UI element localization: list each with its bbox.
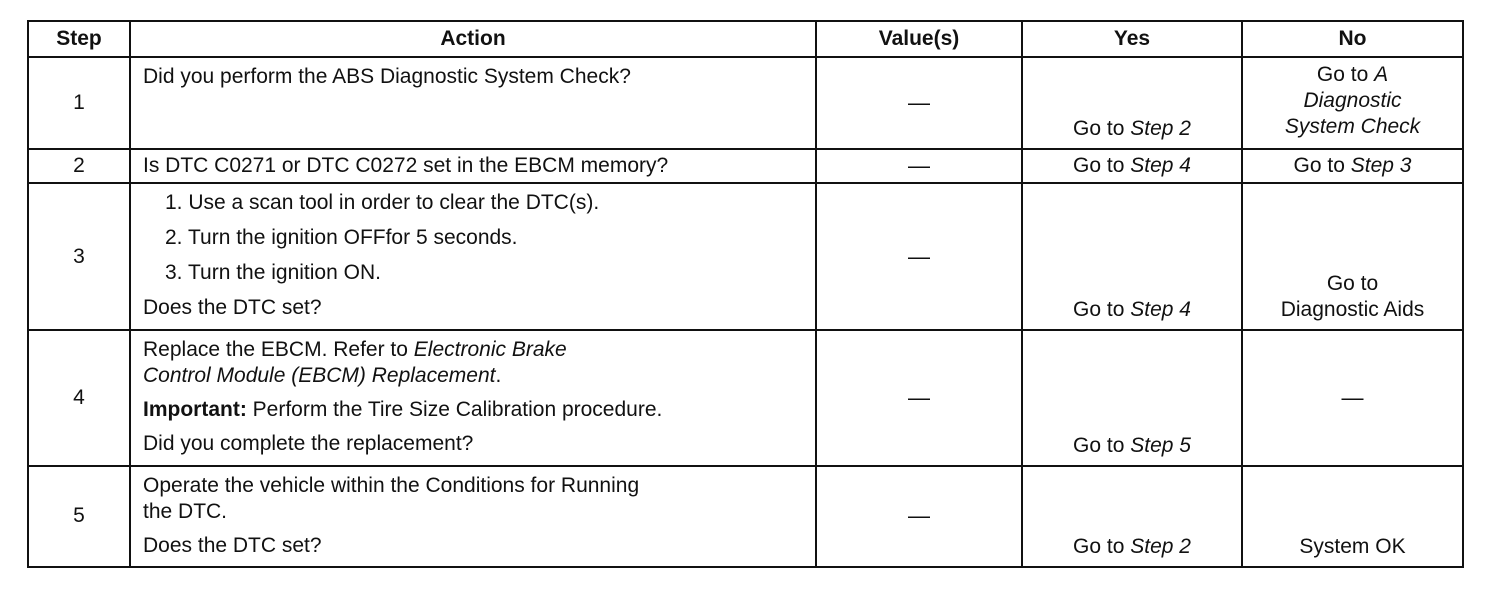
action-text: Did you perform the ABS Diagnostic System Check? — [130, 57, 816, 149]
important-label: Important: — [143, 398, 247, 422]
action-ref-line1: Electronic Brake — [413, 338, 567, 362]
yes-prefix: Go to — [1073, 298, 1131, 322]
yes-cell — [1022, 183, 1242, 330]
step-number: 5 — [28, 466, 130, 567]
header-values: Value(s) — [816, 21, 1022, 57]
yes-cell — [1022, 149, 1242, 183]
no-cell: — — [1242, 330, 1463, 466]
action-cell — [130, 466, 816, 567]
yes-cell — [1022, 466, 1242, 567]
value-cell: — — [816, 57, 1022, 149]
step-number: 4 — [28, 330, 130, 466]
yes-step-link: Step 2 — [1130, 535, 1191, 558]
action-question: Does the DTC set? — [143, 296, 322, 320]
action-suffix: . — [495, 364, 502, 388]
yes-cell — [1022, 57, 1242, 149]
action-list — [143, 190, 805, 286]
important-note — [143, 397, 805, 423]
action-prefix: Replace the EBCM. Refer to — [143, 338, 414, 362]
value-cell: — — [816, 330, 1022, 466]
no-ref-line1: A — [1374, 63, 1389, 86]
table-row — [28, 330, 1463, 466]
yes-prefix: Go to — [1073, 535, 1131, 558]
action-question: Does the DTC set? — [143, 533, 322, 557]
value-cell: — — [816, 149, 1022, 183]
diagnostic-table — [27, 20, 1464, 568]
yes-step-link: Step 5 — [1130, 433, 1191, 457]
action-line2: the DTC. — [143, 499, 228, 523]
action-question: Did you complete the replacement? — [143, 432, 474, 456]
yes-step-link: Step 4 — [1130, 298, 1191, 322]
no-cell — [1242, 57, 1463, 149]
header-row — [28, 21, 1463, 57]
table-row — [28, 149, 1463, 183]
table-row — [28, 183, 1463, 330]
yes-prefix: Go to — [1073, 433, 1131, 457]
no-line2: Diagnostic Aids — [1280, 298, 1425, 322]
header-yes: Yes — [1022, 21, 1242, 57]
header-no: No — [1242, 21, 1463, 57]
action-instruction — [143, 337, 805, 389]
table-row — [28, 466, 1463, 567]
action-ref-line2: Control Module (EBCM) Replacement — [143, 364, 496, 388]
value-cell: — — [816, 183, 1022, 330]
action-cell — [130, 183, 816, 330]
value-cell: — — [816, 466, 1022, 567]
header-step: Step — [28, 21, 130, 57]
action-line1: Operate the vehicle within the Conditions for Running — [143, 473, 640, 497]
step-number: 1 — [28, 57, 130, 149]
no-ref-line3: System Check — [1284, 115, 1421, 138]
no-ref-line2: Diagnostic — [1303, 89, 1402, 112]
no-step-link: Step 3 — [1350, 154, 1412, 178]
no-line1: Go to — [1326, 272, 1379, 296]
header-action: Action — [130, 21, 816, 57]
step-number: 3 — [28, 183, 130, 330]
table-row — [28, 57, 1463, 149]
important-text: Perform the Tire Size Calibration procedure. — [246, 398, 663, 422]
action-text: Is DTC C0271 or DTC C0272 set in the EBCM memory? — [130, 149, 816, 183]
no-cell — [1242, 183, 1463, 330]
no-prefix: Go to — [1316, 63, 1375, 86]
no-cell — [1242, 149, 1463, 183]
no-prefix: Go to — [1293, 154, 1351, 178]
yes-prefix: Go to — [1073, 117, 1131, 141]
no-cell: System OK — [1242, 466, 1463, 567]
list-item: 2. Turn the ignition OFFfor 5 seconds. — [165, 226, 518, 250]
yes-prefix: Go to — [1073, 154, 1131, 178]
yes-step-link: Step 4 — [1130, 154, 1191, 178]
yes-cell — [1022, 330, 1242, 466]
list-item: 3. Turn the ignition ON. — [165, 261, 381, 285]
action-cell — [130, 330, 816, 466]
step-number: 2 — [28, 149, 130, 183]
yes-step-link: Step 2 — [1130, 117, 1191, 141]
list-item: 1. Use a scan tool in order to clear the DTC(s). — [165, 191, 600, 215]
action-instruction — [143, 473, 805, 525]
